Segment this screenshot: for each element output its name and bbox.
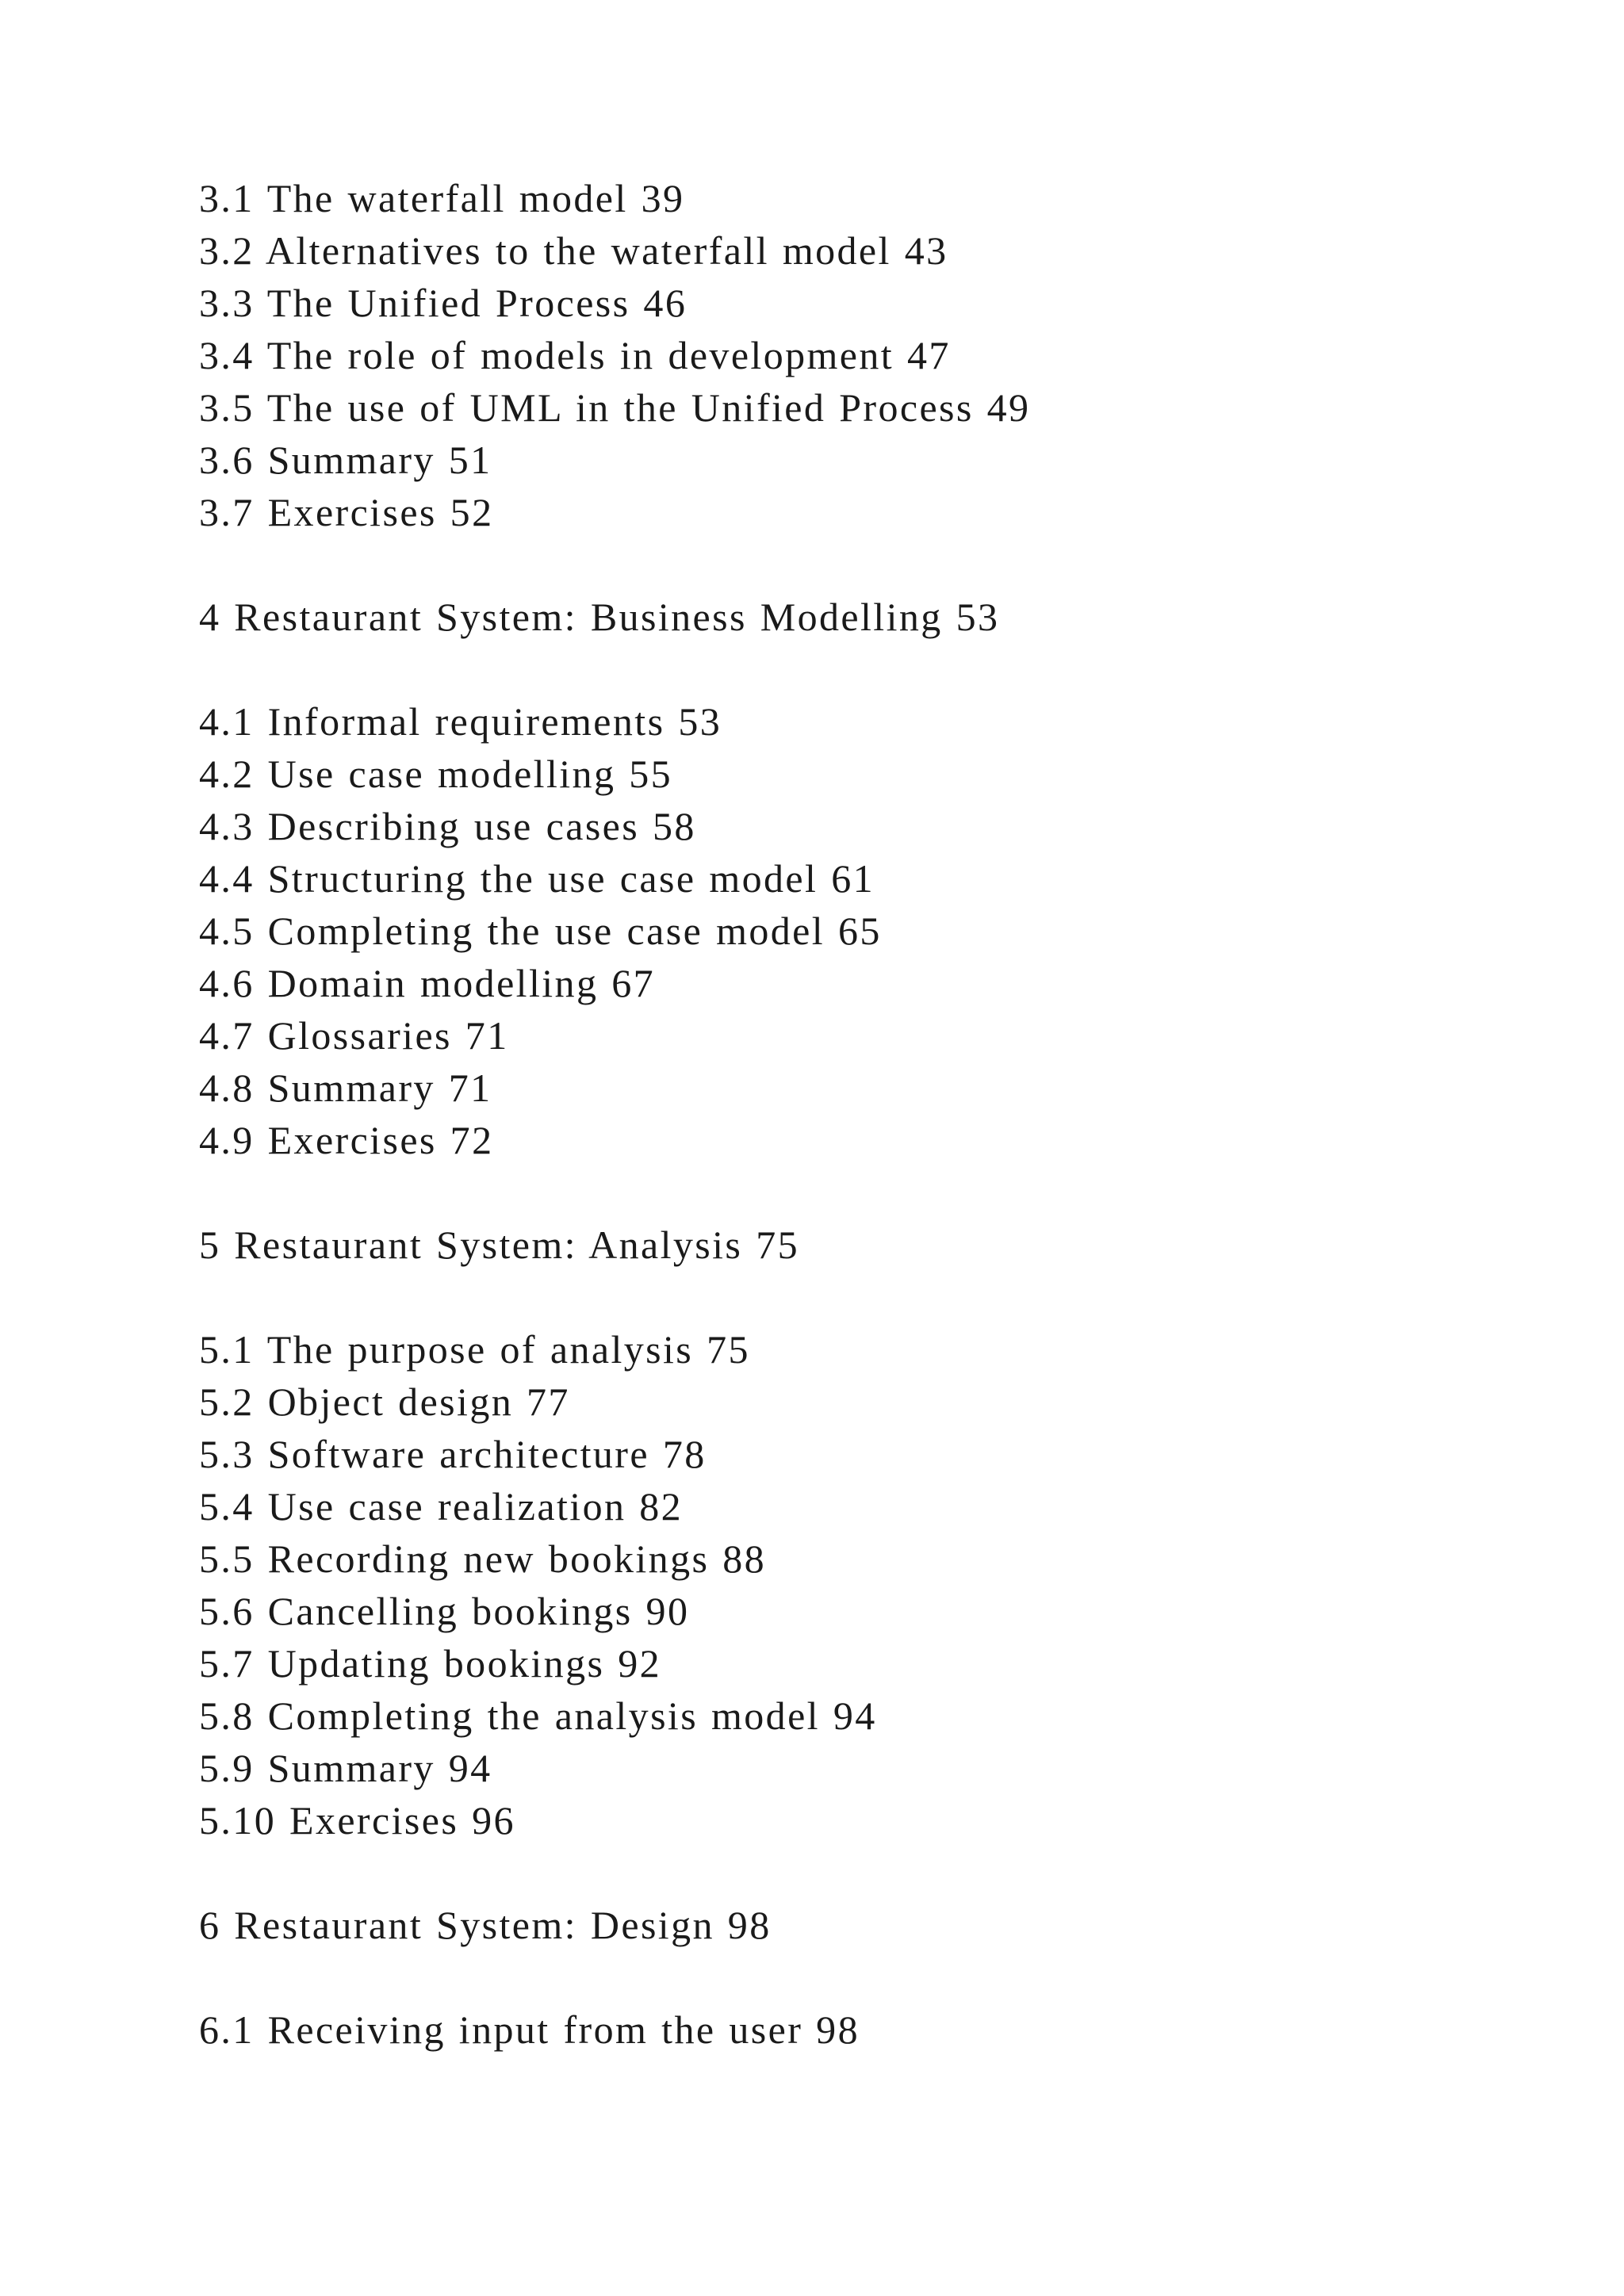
toc-entry: 3.7 Exercises 52 [199, 490, 494, 534]
toc-entry: 5.2 Object design 77 [199, 1380, 570, 1424]
toc-entry: 5.1 The purpose of analysis 75 [199, 1327, 750, 1372]
toc-entry: 5.7 Updating bookings 92 [199, 1641, 662, 1686]
toc-entry: 3.1 The waterfall model 39 [199, 176, 685, 220]
toc-entry: 5.3 Software architecture 78 [199, 1432, 707, 1476]
toc-entry: 4.6 Domain modelling 67 [199, 961, 656, 1005]
toc-entry: 4.2 Use case modelling 55 [199, 752, 673, 796]
chapter-heading: 6 Restaurant System: Design 98 [199, 1903, 772, 1947]
toc-entry: 5.5 Recording new bookings 88 [199, 1536, 767, 1581]
chapter-heading: 4 Restaurant System: Business Modelling 53 [199, 595, 1000, 639]
toc-entry: 4.1 Informal requirements 53 [199, 699, 722, 744]
toc-entry: 3.3 The Unified Process 46 [199, 281, 688, 325]
toc-entry: 6.1 Receiving input from the user 98 [199, 2007, 860, 2052]
toc-entry: 4.9 Exercises 72 [199, 1118, 494, 1162]
toc-entry: 5.6 Cancelling bookings 90 [199, 1589, 690, 1633]
toc-entry: 4.4 Structuring the use case model 61 [199, 856, 875, 901]
toc-entry: 3.5 The use of UML in the Unified Process 49 [199, 385, 1031, 430]
toc-entry: 3.2 Alternatives to the waterfall model 43 [199, 228, 948, 273]
toc-entry: 4.3 Describing use cases 58 [199, 804, 696, 848]
toc-entry: 5.10 Exercises 96 [199, 1798, 515, 1843]
toc-entry: 3.6 Summary 51 [199, 438, 492, 482]
toc-entry: 4.8 Summary 71 [199, 1066, 492, 1110]
toc-entry: 4.7 Glossaries 71 [199, 1013, 509, 1058]
toc-entry: 5.4 Use case realization 82 [199, 1484, 684, 1529]
toc-entry: 5.9 Summary 94 [199, 1746, 492, 1790]
toc-entry: 3.4 The role of models in development 47 [199, 333, 951, 377]
toc-entry: 5.8 Completing the analysis model 94 [199, 1693, 877, 1738]
toc-entry: 4.5 Completing the use case model 65 [199, 909, 882, 953]
chapter-heading: 5 Restaurant System: Analysis 75 [199, 1223, 799, 1267]
